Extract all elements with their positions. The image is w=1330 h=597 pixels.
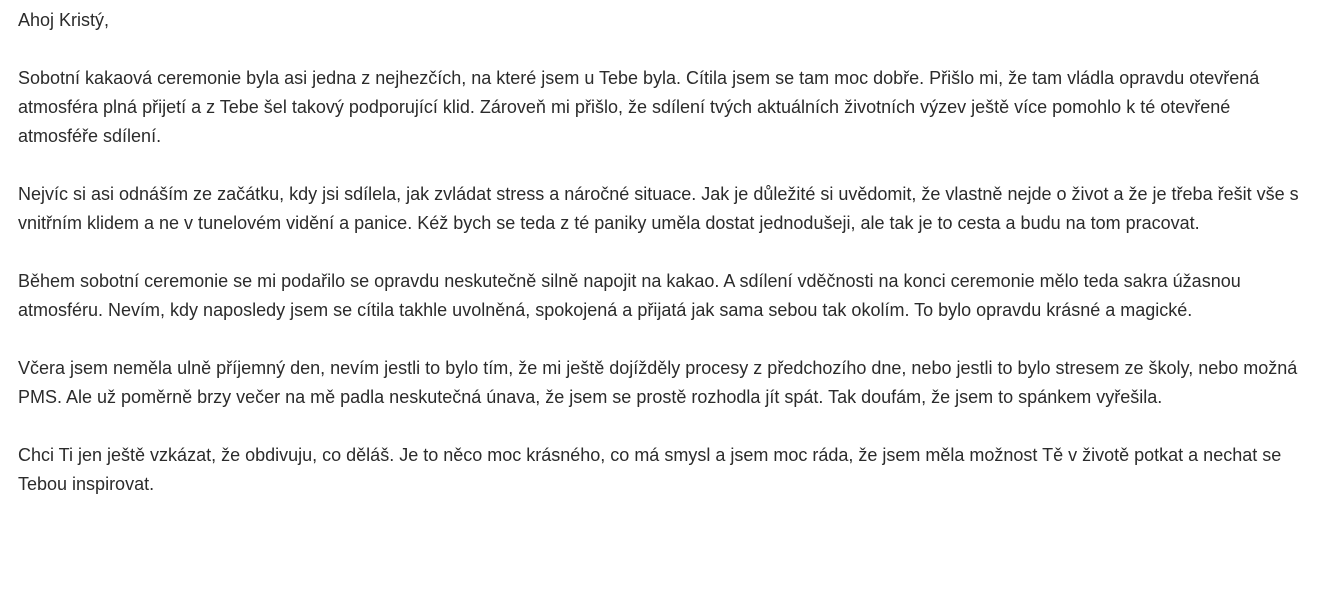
email-paragraph-3: Během sobotní ceremonie se mi podařilo se opravdu neskutečně silně napojit na kakao. A sdílení vděčnosti na konci ceremonie mělo teda sakra úžasnou atmosféru. Nevím, kdy naposledy jsem se cítila takhle uvolněná, spokojená a přijatá jak sama sebou tak okolím. To bylo opravdu krásné a magické. [18,271,1241,320]
email-paragraph-4: Včera jsem neměla ulně příjemný den, nevím jestli to bylo tím, že mi ještě dojížděly procesy z předchozího dne, nebo jestli to bylo stresem ze školy, nebo možná PMS. Ale už poměrně brzy večer na mě padla neskutečná únava, že jsem se prostě rozhodla jít spát. Tak doufám, že jsem to spánkem vyřešila. [18,358,1298,407]
email-paragraph-2: Nejvíc si asi odnáším ze začátku, kdy jsi sdílela, jak zvládat stress a náročné situace. Jak je důležité si uvědomit, že vlastně nejde o život a že je třeba řešit vše s vnitřním klidem a ne v tunelovém vidění a panice. Kéž bych se teda z té paniky uměla dostat jednodušeji, ale tak je to cesta a budu na tom pracovat. [18,184,1299,233]
email-paragraph-1: Sobotní kakaová ceremonie byla asi jedna z nejhezčích, na které jsem u Tebe byla. Cítila jsem se tam moc dobře. Přišlo mi, že tam vládla opravdu otevřená atmosféra plná přijetí a z Tebe šel takový podporující klid. Zároveň mi přišlo, že sdílení tvých aktuálních životních výzev ještě více pomohlo k té otevřené atmosféře sdílení. [18,68,1260,146]
email-greeting: Ahoj Kristý, [18,10,110,30]
email-paragraph-5: Chci Ti jen ještě vzkázat, že obdivuju, co děláš. Je to něco moc krásného, co má smysl a jsem moc ráda, že jsem měla možnost Tě v životě potkat a nechat se Tebou inspirovat. [18,445,1282,494]
